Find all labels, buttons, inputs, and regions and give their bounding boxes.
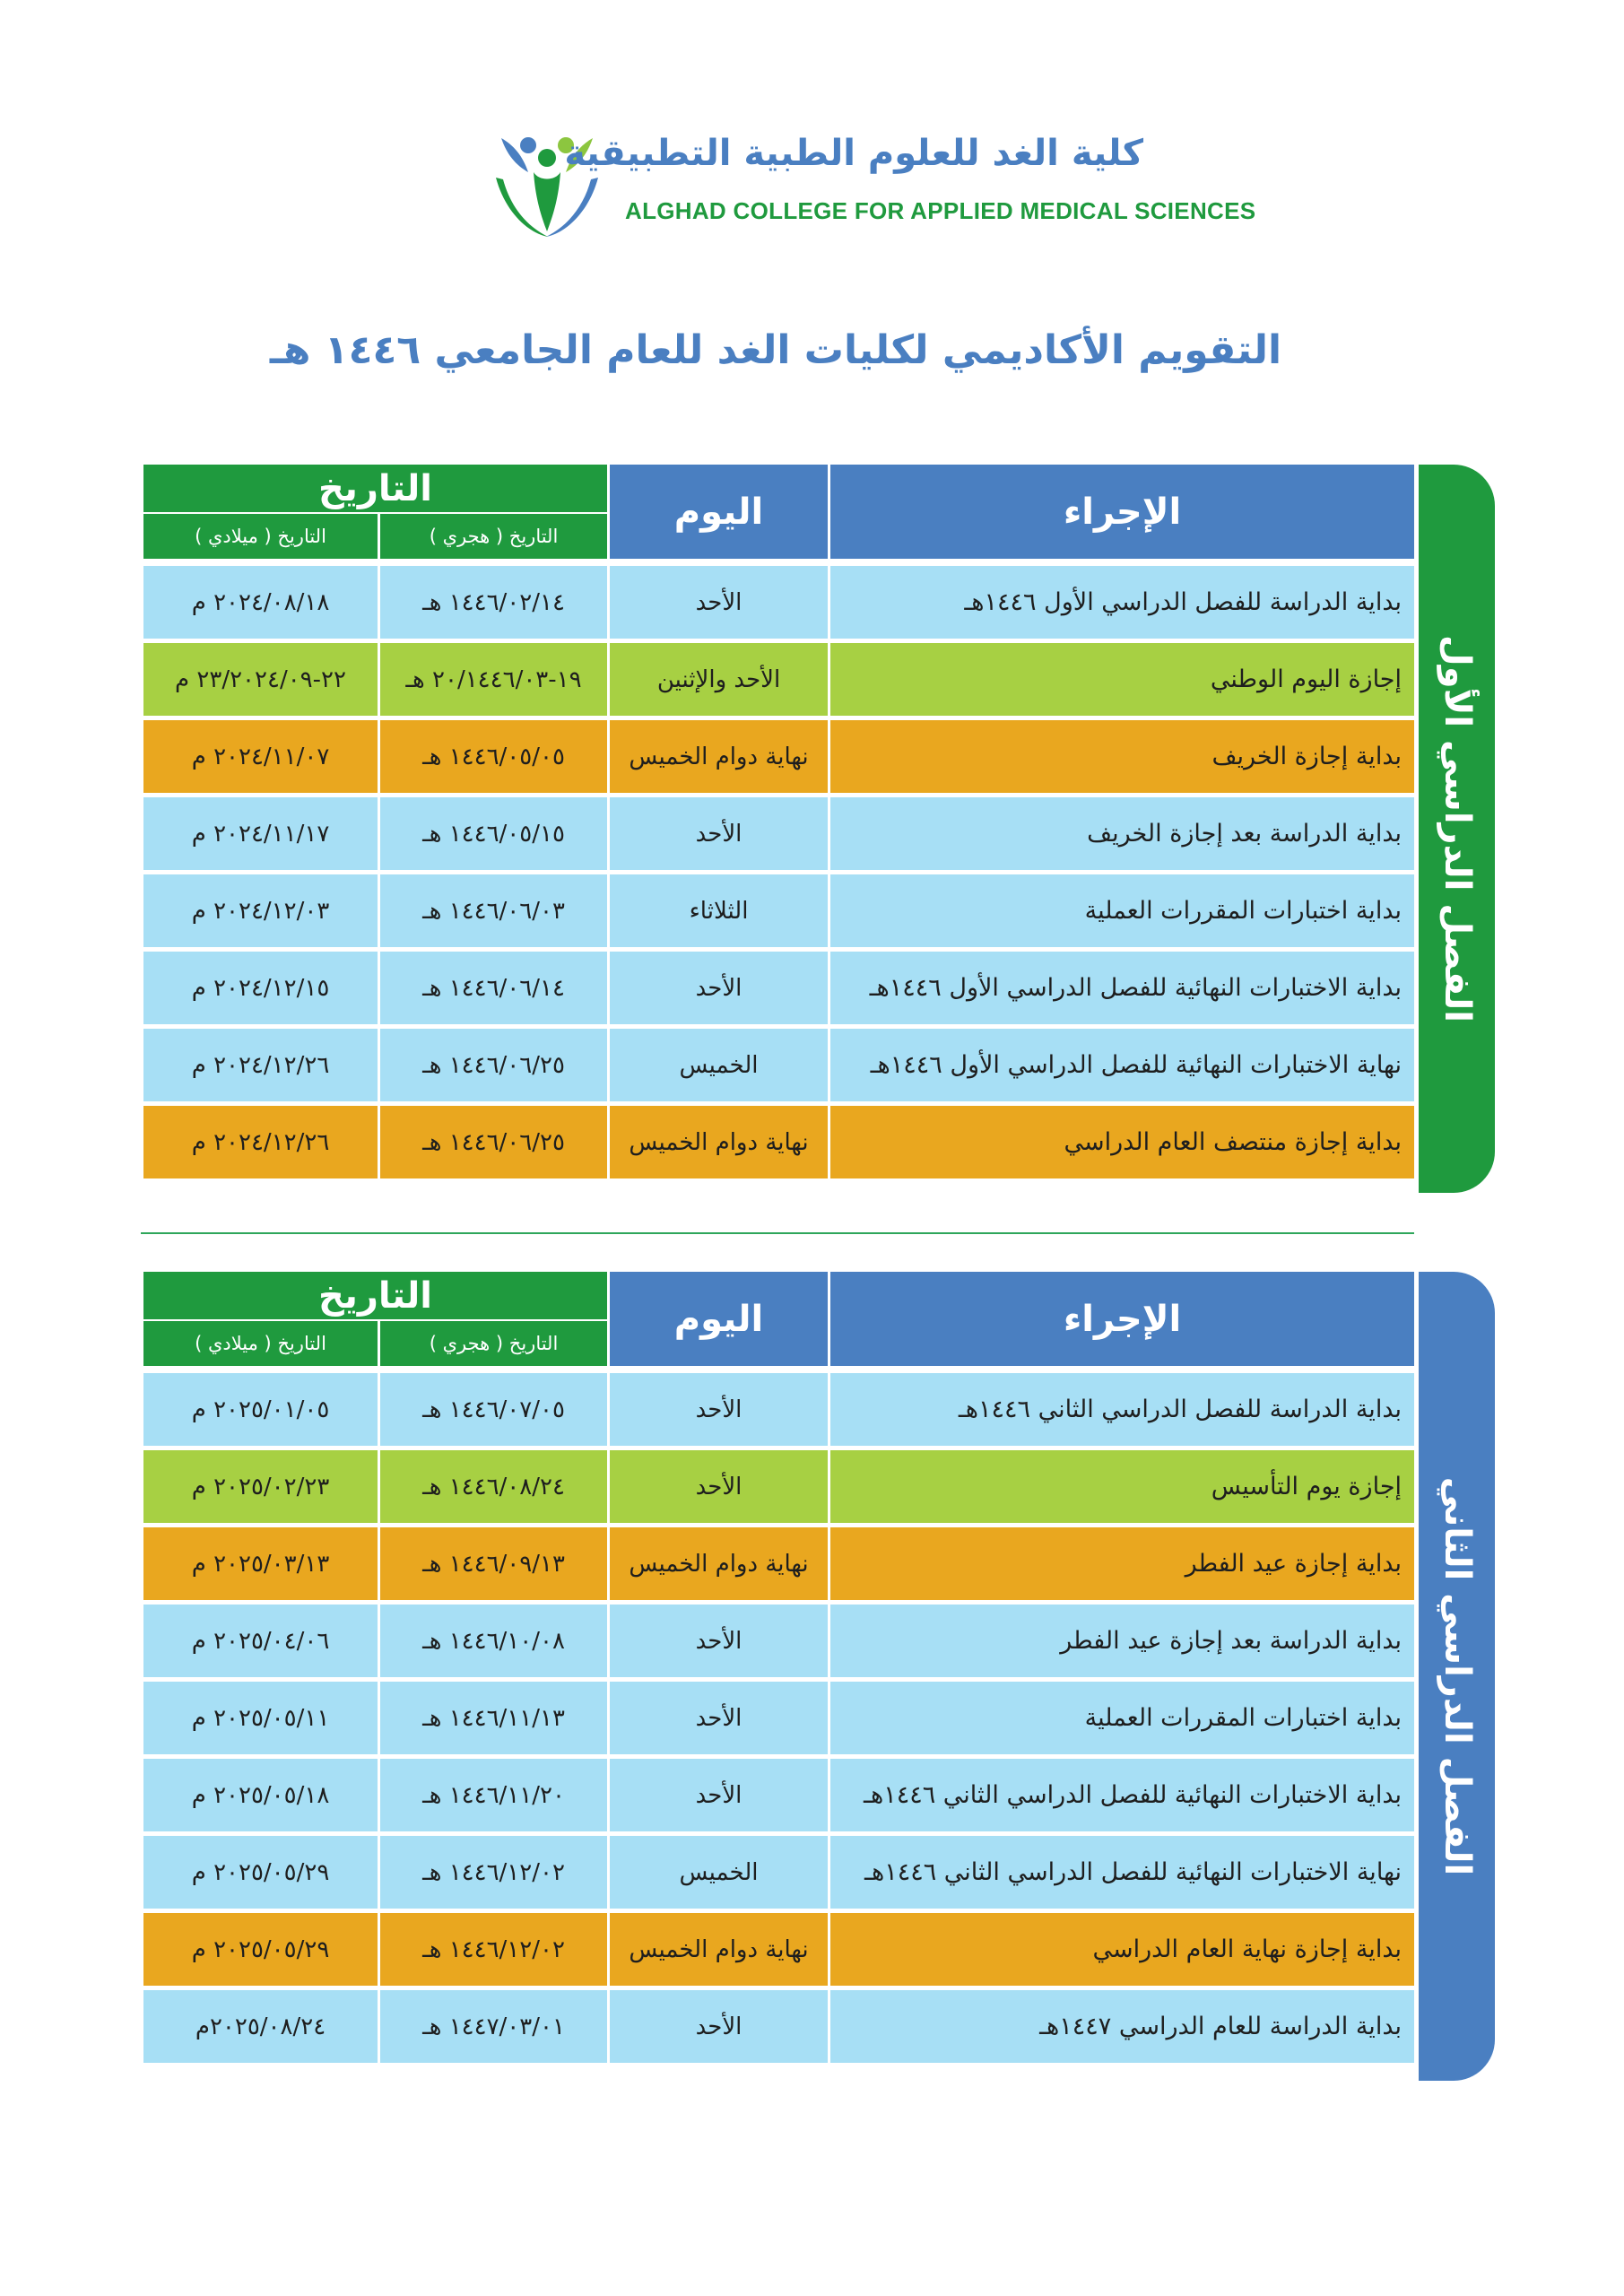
column-header-hijri: التاريخ ( هجري ) (378, 1321, 607, 1369)
row-hijri-date: ١٤٤٧/٠٣/٠١ هـ (378, 1986, 607, 2063)
row-hijri-date: ١٤٤٦/١٢/٠٢ هـ (378, 1831, 607, 1909)
row-hijri-date: ١٤٤٦/٠٦/١٤ هـ (378, 947, 607, 1024)
table-row (141, 561, 1414, 639)
row-hijri-date: ١٤٤٦/١١/١٣ هـ (378, 1677, 607, 1754)
row-day: الخميس (607, 1024, 828, 1101)
row-action: بداية الدراسة بعد إجازة الخريف (828, 793, 1414, 870)
row-action: بداية إجازة نهاية العام الدراسي (828, 1909, 1414, 1986)
row-hijri-date: ١٤٤٦/١٢/٠٢ هـ (378, 1909, 607, 1986)
row-gregorian-date: ٢٠٢٥/٠٣/١٣ م (141, 1523, 378, 1600)
row-gregorian-date: ٢٠٢٥/٠٥/١١ م (141, 1677, 378, 1754)
semester-2-section (141, 1272, 1495, 2081)
table-row (141, 870, 1414, 947)
row-day: الأحد (607, 1986, 828, 2063)
semester-1-label: الفصل الدراسي الأول (1436, 635, 1478, 1022)
table-row (141, 1754, 1414, 1831)
column-header-gregorian: التاريخ ( ميلادي ) (141, 1321, 378, 1369)
college-name-arabic: كلية الغد للعلوم الطبية التطبيقية (564, 133, 1143, 174)
row-hijri-date: ١٤٤٦/١٠/٠٨ هـ (378, 1600, 607, 1677)
row-gregorian-date: ٢٠٢٥/٠١/٠٥ م (141, 1369, 378, 1446)
column-header-hijri: التاريخ ( هجري ) (378, 514, 607, 561)
row-hijri-date: ١٤٤٦/٠٦/٢٥ هـ (378, 1101, 607, 1178)
table-row (141, 1831, 1414, 1909)
row-hijri-date: ١٤٤٦/٠٦/٢٥ هـ (378, 1024, 607, 1101)
semester-1-table (141, 465, 1414, 1178)
table-row (141, 716, 1414, 793)
table-row (141, 1446, 1414, 1523)
row-gregorian-date: ٢٠٢٥/٠٤/٠٦ م (141, 1600, 378, 1677)
semester-1-rows (141, 561, 1414, 1178)
row-day: الأحد (607, 1369, 828, 1446)
column-header-date: التاريخ (141, 1272, 607, 1321)
row-action: إجازة يوم التأسيس (828, 1446, 1414, 1523)
row-hijri-date: ١٤٤٦/٠٥/٠٥ هـ (378, 716, 607, 793)
table-row (141, 947, 1414, 1024)
college-name-english: ALGHAD COLLEGE FOR APPLIED MEDICAL SCIENCES (625, 197, 1256, 224)
column-header-day: اليوم (607, 465, 828, 561)
row-action: بداية الاختبارات النهائية للفصل الدراسي الثاني ١٤٤٦هـ (828, 1754, 1414, 1831)
table-row (141, 1101, 1414, 1178)
row-gregorian-date: ٢٠٢٤/١٢/٢٦ م (141, 1101, 378, 1178)
row-day: الخميس (607, 1831, 828, 1909)
row-hijri-date: ١٤٤٦/٠٨/٢٤ هـ (378, 1446, 607, 1523)
row-day: الأحد (607, 1754, 828, 1831)
row-gregorian-date: ٢٠٢٥/٠٥/٢٩ م (141, 1909, 378, 1986)
college-logo (489, 126, 1256, 242)
row-day: الأحد والإثنين (607, 639, 828, 716)
row-day: الأحد (607, 793, 828, 870)
table-row (141, 1600, 1414, 1677)
row-hijri-date: ١٤٤٦/٠٧/٠٥ هـ (378, 1369, 607, 1446)
semester-2-table (141, 1272, 1414, 2063)
row-action: بداية الدراسة بعد إجازة عيد الفطر (828, 1600, 1414, 1677)
row-hijri-date: ١٩-٢٠/١٤٤٦/٠٣ هـ (378, 639, 607, 716)
row-day: الثلاثاء (607, 870, 828, 947)
row-action: نهاية الاختبارات النهائية للفصل الدراسي الثاني ١٤٤٦هـ (828, 1831, 1414, 1909)
semester-1-label-tab (1419, 465, 1495, 1193)
row-hijri-date: ١٤٤٦/٠٢/١٤ هـ (378, 561, 607, 639)
row-hijri-date: ١٤٤٦/٠٥/١٥ هـ (378, 793, 607, 870)
column-header-action: الإجراء (828, 1272, 1414, 1369)
row-action: بداية اختبارات المقررات العملية (828, 870, 1414, 947)
page-title: التقويم الأكاديمي لكليات الغد للعام الجامعي ١٤٤٦ هـ (269, 327, 1282, 373)
row-gregorian-date: ٢٠٢٤/١٢/١٥ م (141, 947, 378, 1024)
column-header-date: التاريخ (141, 465, 607, 514)
table-row (141, 639, 1414, 716)
row-hijri-date: ١٤٤٦/٠٦/٠٣ هـ (378, 870, 607, 947)
semester-2-label-tab (1419, 1272, 1495, 2081)
row-action: بداية الدراسة للفصل الدراسي الأول ١٤٤٦هـ (828, 561, 1414, 639)
row-day: نهاية دوام الخميس (607, 1523, 828, 1600)
row-gregorian-date: ٢٠٢٤/١٢/٢٦ م (141, 1024, 378, 1101)
semester-1-section (141, 465, 1495, 1193)
row-action: بداية اختبارات المقررات العملية (828, 1677, 1414, 1754)
row-action: بداية الاختبارات النهائية للفصل الدراسي الأول ١٤٤٦هـ (828, 947, 1414, 1024)
table-row (141, 1024, 1414, 1101)
row-action: بداية إجازة الخريف (828, 716, 1414, 793)
table-row (141, 793, 1414, 870)
semester-2-rows (141, 1369, 1414, 2063)
row-day: نهاية دوام الخميس (607, 716, 828, 793)
row-day: الأحد (607, 1600, 828, 1677)
row-action: نهاية الاختبارات النهائية للفصل الدراسي الأول ١٤٤٦هـ (828, 1024, 1414, 1101)
row-hijri-date: ١٤٤٦/٠٩/١٣ هـ (378, 1523, 607, 1600)
row-action: بداية الدراسة للفصل الدراسي الثاني ١٤٤٦هـ (828, 1369, 1414, 1446)
table-row (141, 1986, 1414, 2063)
row-action: إجازة اليوم الوطني (828, 639, 1414, 716)
row-gregorian-date: ٢٠٢٤/١١/٠٧ م (141, 716, 378, 793)
row-gregorian-date: ٢٠٢٥/٠٥/٢٩ م (141, 1831, 378, 1909)
row-day: الأحد (607, 1446, 828, 1523)
row-action: بداية إجازة منتصف العام الدراسي (828, 1101, 1414, 1178)
column-header-gregorian: التاريخ ( ميلادي ) (141, 514, 378, 561)
row-gregorian-date: ٢٠٢٥/٠٨/٢٤م (141, 1986, 378, 2063)
section-divider (141, 1232, 1414, 1234)
column-header-day: اليوم (607, 1272, 828, 1369)
row-day: الأحد (607, 947, 828, 1024)
row-hijri-date: ١٤٤٦/١١/٢٠ هـ (378, 1754, 607, 1831)
row-gregorian-date: ٢٠٢٥/٠٥/١٨ م (141, 1754, 378, 1831)
row-gregorian-date: ٢٠٢٤/١٢/٠٣ م (141, 870, 378, 947)
row-day: نهاية دوام الخميس (607, 1101, 828, 1178)
row-day: الأحد (607, 561, 828, 639)
table-row (141, 1677, 1414, 1754)
row-day: الأحد (607, 1677, 828, 1754)
row-gregorian-date: ٢٠٢٤/١١/١٧ م (141, 793, 378, 870)
row-gregorian-date: ٢٠٢٥/٠٢/٢٣ م (141, 1446, 378, 1523)
table-row (141, 1369, 1414, 1446)
row-day: نهاية دوام الخميس (607, 1909, 828, 1986)
table-row (141, 1909, 1414, 1986)
column-header-action: الإجراء (828, 465, 1414, 561)
table-row (141, 1523, 1414, 1600)
semester-2-label: الفصل الدراسي الثاني (1436, 1476, 1478, 1876)
row-action: بداية إجازة عيد الفطر (828, 1523, 1414, 1600)
row-action: بداية الدراسة للعام الدراسي ١٤٤٧هـ (828, 1986, 1414, 2063)
row-gregorian-date: ٢٢-٢٣/٢٠٢٤/٠٩ م (141, 639, 378, 716)
row-gregorian-date: ٢٠٢٤/٠٨/١٨ م (141, 561, 378, 639)
